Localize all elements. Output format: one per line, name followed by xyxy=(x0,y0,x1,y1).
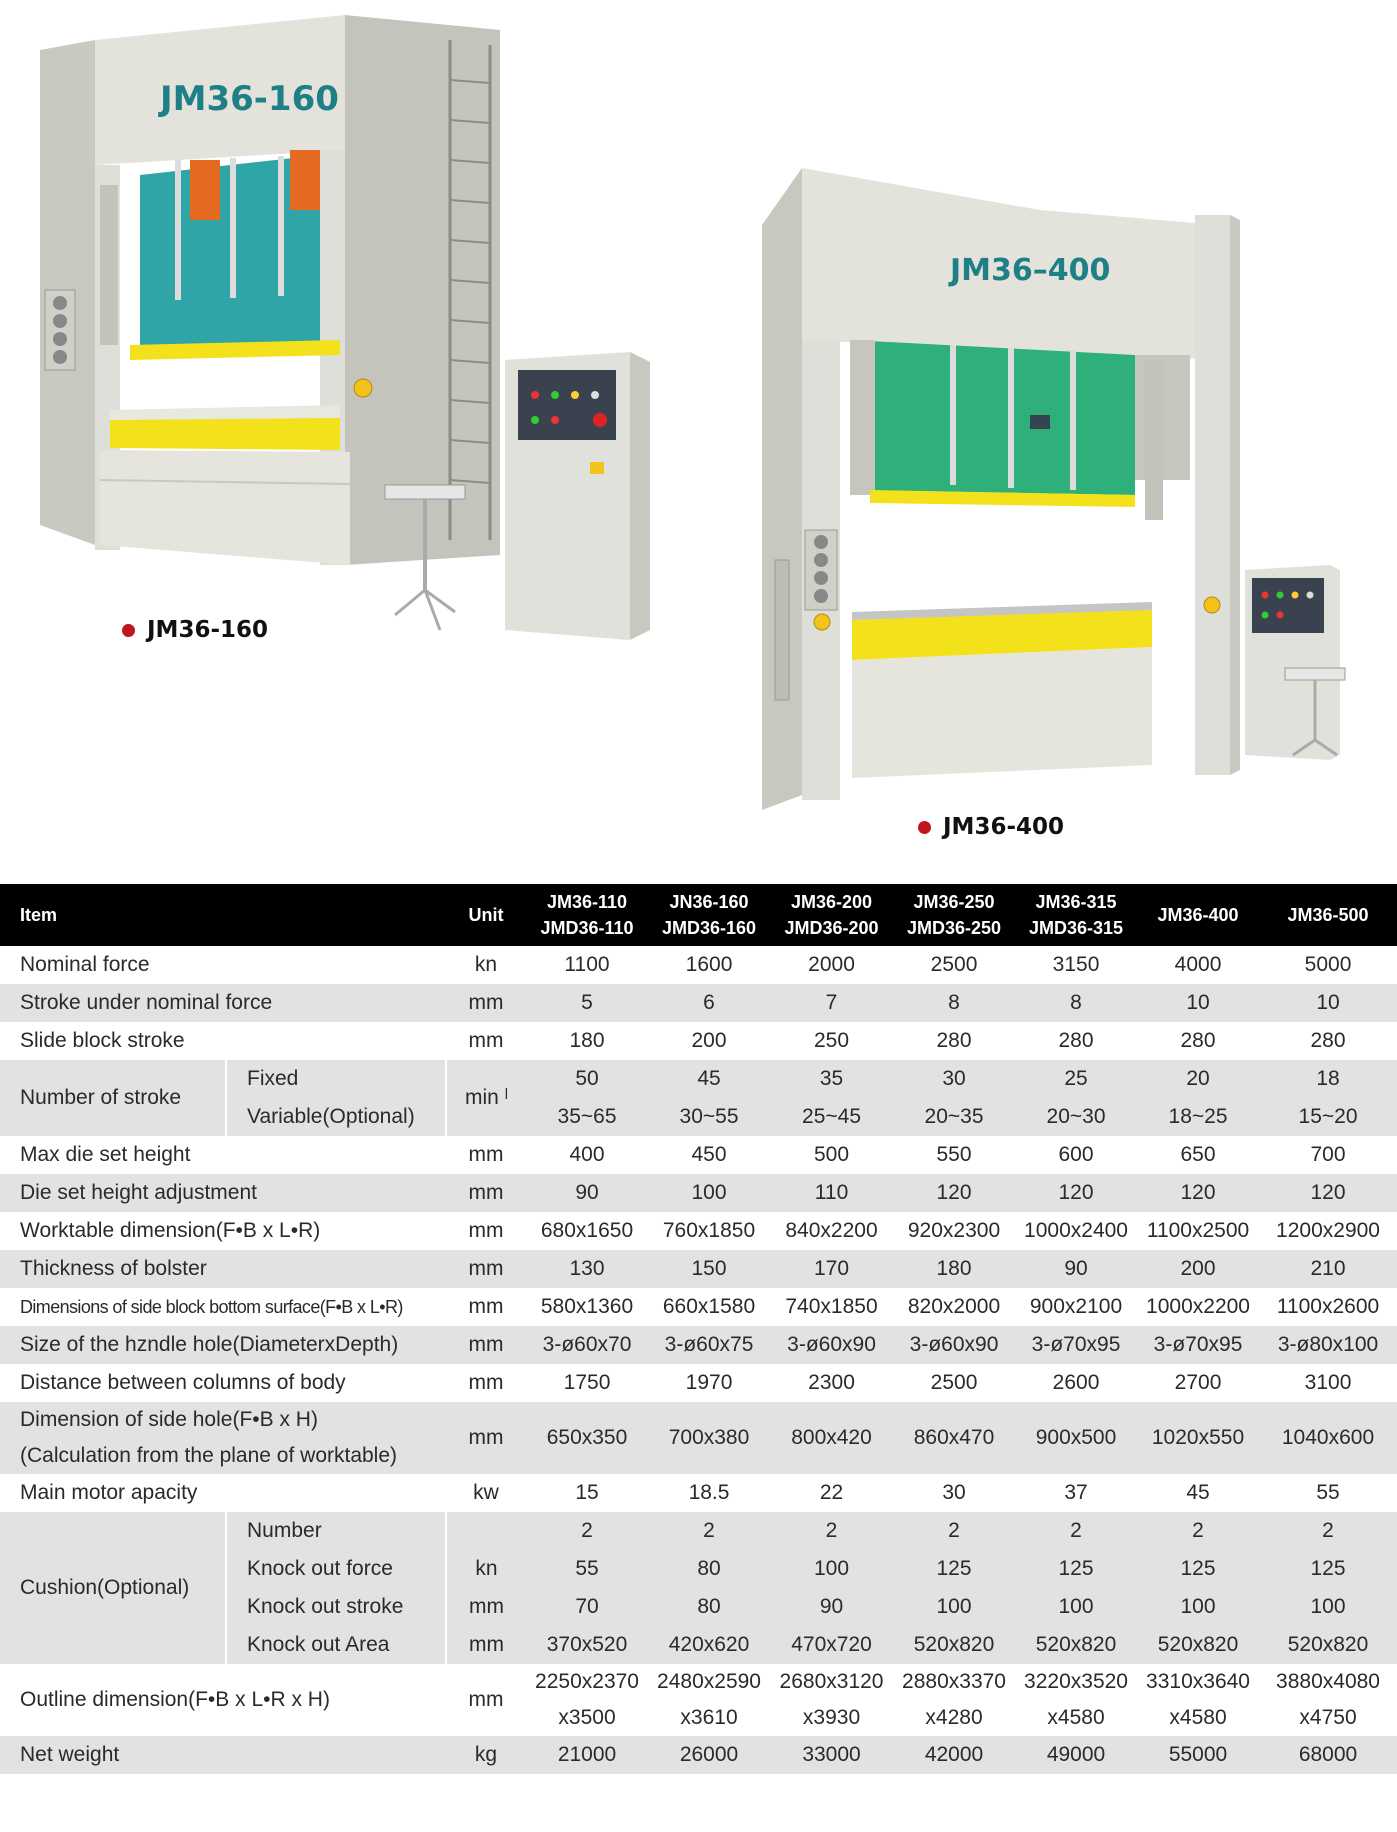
table-cell: 3-ø60x75 xyxy=(648,1326,770,1364)
table-cell: 50 xyxy=(526,1060,648,1098)
table-cell: 3-ø70x95 xyxy=(1137,1326,1259,1364)
row-label: Worktable dimension(F•B x L•R) xyxy=(0,1212,446,1250)
table-row xyxy=(0,1512,1397,1550)
table-cell: 15 xyxy=(526,1474,648,1512)
table-cell: 90 xyxy=(526,1174,648,1212)
press-machine-jm36-160 xyxy=(0,0,700,650)
row-unit: mm xyxy=(446,1174,526,1212)
table-cell: 1100 xyxy=(526,946,648,984)
table-cell: 400 xyxy=(526,1136,648,1174)
table-cell: 35~65 xyxy=(526,1098,648,1136)
table-cell: 860x470 xyxy=(893,1402,1015,1474)
table-cell: 210 xyxy=(1259,1250,1397,1288)
row-label: Number of stroke xyxy=(0,1060,226,1136)
table-cell: 120 xyxy=(1137,1174,1259,1212)
table-cell: 280 xyxy=(1015,1022,1137,1060)
table-cell: 3-ø70x95 xyxy=(1015,1326,1137,1364)
table-row xyxy=(0,1060,1397,1098)
row-sublabel: Variable(Optional) xyxy=(226,1098,446,1136)
table-cell: 2500 xyxy=(893,946,1015,984)
table-cell: 45 xyxy=(648,1060,770,1098)
table-cell: 10 xyxy=(1137,984,1259,1022)
table-cell: 1000x2200 xyxy=(1137,1288,1259,1326)
table-cell: 700 xyxy=(1259,1136,1397,1174)
row-label: Die set height adjustment xyxy=(0,1174,446,1212)
table-cell: 280 xyxy=(1137,1022,1259,1060)
table-cell: 30 xyxy=(893,1060,1015,1098)
table-cell: 2880x3370 x4280 xyxy=(893,1664,1015,1736)
table-cell: 1600 xyxy=(648,946,770,984)
table-header xyxy=(0,884,1397,946)
row-sublabel: Number xyxy=(226,1512,446,1550)
table-cell: 1000x2400 xyxy=(1015,1212,1137,1250)
row-label: Thickness of bolster xyxy=(0,1250,446,1288)
table-cell: 170 xyxy=(770,1250,893,1288)
table-cell: 8 xyxy=(1015,984,1137,1022)
table-cell: 100 xyxy=(648,1174,770,1212)
machine-caption-text: JM36-160 xyxy=(147,617,269,643)
row-label: Stroke under nominal force xyxy=(0,984,446,1022)
table-cell: 30 xyxy=(893,1474,1015,1512)
table-cell: 130 xyxy=(526,1250,648,1288)
table-cell: 55 xyxy=(526,1550,648,1588)
table-cell: 20~35 xyxy=(893,1098,1015,1136)
table-cell: 18 xyxy=(1259,1060,1397,1098)
table-cell: 800x420 xyxy=(770,1402,893,1474)
table-row xyxy=(0,1474,1397,1512)
table-cell: 470x720 xyxy=(770,1626,893,1664)
machine-caption-text: JM36-400 xyxy=(943,814,1065,840)
table-cell: 1100x2500 xyxy=(1137,1212,1259,1250)
table-cell: 1020x550 xyxy=(1137,1402,1259,1474)
table-cell: 900x2100 xyxy=(1015,1288,1137,1326)
header-model: JN36-160 JMD36-160 xyxy=(648,884,770,946)
table-cell: 120 xyxy=(1015,1174,1137,1212)
table-cell: 5 xyxy=(526,984,648,1022)
table-cell: 1200x2900 xyxy=(1259,1212,1397,1250)
table-cell: 110 xyxy=(770,1174,893,1212)
table-cell: 500 xyxy=(770,1136,893,1174)
table-cell: 550 xyxy=(893,1136,1015,1174)
table-cell: 18~25 xyxy=(1137,1098,1259,1136)
table-cell: 120 xyxy=(893,1174,1015,1212)
row-unit: kn xyxy=(446,1550,526,1588)
row-label: Main motor apacity xyxy=(0,1474,446,1512)
row-unit: mm xyxy=(446,1250,526,1288)
table-cell: 4000 xyxy=(1137,946,1259,984)
row-label: Dimension of side hole(F•B x H) (Calculation from the plane of worktable) xyxy=(0,1402,446,1474)
table-cell: 2 xyxy=(526,1512,648,1550)
table-cell: 80 xyxy=(648,1588,770,1626)
table-cell: 520x820 xyxy=(893,1626,1015,1664)
row-unit: mm xyxy=(446,1626,526,1664)
row-unit: mm xyxy=(446,984,526,1022)
row-unit: kw xyxy=(446,1474,526,1512)
specification-table xyxy=(0,884,1397,1774)
table-cell: 125 xyxy=(893,1550,1015,1588)
table-row xyxy=(0,946,1397,984)
table-cell: 120 xyxy=(1259,1174,1397,1212)
press-machine-illustration xyxy=(740,150,1397,850)
row-sublabel: Knock out force xyxy=(226,1550,446,1588)
table-cell: 150 xyxy=(648,1250,770,1288)
table-cell: 2000 xyxy=(770,946,893,984)
row-unit: mm xyxy=(446,1664,526,1736)
table-row xyxy=(0,1212,1397,1250)
table-cell: 42000 xyxy=(893,1736,1015,1774)
table-cell: 100 xyxy=(1015,1588,1137,1626)
table-row xyxy=(0,1136,1397,1174)
table-cell: 660x1580 xyxy=(648,1288,770,1326)
table-cell: 2480x2590 x3610 xyxy=(648,1664,770,1736)
table-cell: 2300 xyxy=(770,1364,893,1402)
table-cell: 6 xyxy=(648,984,770,1022)
table-row xyxy=(0,1664,1397,1736)
row-label: Cushion(Optional) xyxy=(0,1512,226,1664)
table-cell: 2250x2370 x3500 xyxy=(526,1664,648,1736)
table-cell: 580x1360 xyxy=(526,1288,648,1326)
table-row xyxy=(0,1174,1397,1212)
table-row xyxy=(0,1736,1397,1774)
table-cell: 55 xyxy=(1259,1474,1397,1512)
row-label: Distance between columns of body xyxy=(0,1364,446,1402)
table-cell: 8 xyxy=(893,984,1015,1022)
table-cell: 2 xyxy=(1015,1512,1137,1550)
table-cell: 80 xyxy=(648,1550,770,1588)
header-row xyxy=(0,884,1397,946)
table-cell: 125 xyxy=(1015,1550,1137,1588)
table-cell: 90 xyxy=(1015,1250,1137,1288)
table-cell: 200 xyxy=(1137,1250,1259,1288)
table-cell: 900x500 xyxy=(1015,1402,1137,1474)
press-machine-illustration xyxy=(0,0,700,650)
table-row xyxy=(0,1326,1397,1364)
table-cell: 21000 xyxy=(526,1736,648,1774)
table-cell: 30~55 xyxy=(648,1098,770,1136)
table-cell: 450 xyxy=(648,1136,770,1174)
press-machine-jm36-400 xyxy=(740,150,1397,850)
row-unit: min ˡ xyxy=(446,1060,526,1136)
table-cell: 2680x3120 x3930 xyxy=(770,1664,893,1736)
table-cell: 20 xyxy=(1137,1060,1259,1098)
table-cell: 22 xyxy=(770,1474,893,1512)
table-cell: 740x1850 xyxy=(770,1288,893,1326)
row-unit: mm xyxy=(446,1326,526,1364)
table-cell: 920x2300 xyxy=(893,1212,1015,1250)
table-cell: 3-ø60x90 xyxy=(770,1326,893,1364)
table-cell: 2500 xyxy=(893,1364,1015,1402)
table-cell: 2700 xyxy=(1137,1364,1259,1402)
table-cell: 2 xyxy=(893,1512,1015,1550)
row-unit: mm xyxy=(446,1364,526,1402)
table-cell: 520x820 xyxy=(1259,1626,1397,1664)
table-cell: 650 xyxy=(1137,1136,1259,1174)
table-row xyxy=(0,1402,1397,1474)
table-cell: 420x620 xyxy=(648,1626,770,1664)
table-cell: 3-ø80x100 xyxy=(1259,1326,1397,1364)
table-cell: 49000 xyxy=(1015,1736,1137,1774)
table-row xyxy=(0,1022,1397,1060)
table-cell: 55000 xyxy=(1137,1736,1259,1774)
table-cell: 33000 xyxy=(770,1736,893,1774)
row-unit: mm xyxy=(446,1588,526,1626)
table-cell: 370x520 xyxy=(526,1626,648,1664)
table-cell: 1040x600 xyxy=(1259,1402,1397,1474)
table-cell: 650x350 xyxy=(526,1402,648,1474)
table-cell: 35 xyxy=(770,1060,893,1098)
table-cell: 3-ø60x90 xyxy=(893,1326,1015,1364)
table-cell: 125 xyxy=(1259,1550,1397,1588)
table-cell: 600 xyxy=(1015,1136,1137,1174)
row-sublabel: Fixed xyxy=(226,1060,446,1098)
table-cell: 3310x3640 x4580 xyxy=(1137,1664,1259,1736)
table-cell: 280 xyxy=(1259,1022,1397,1060)
row-unit: mm xyxy=(446,1402,526,1474)
row-unit: kn xyxy=(446,946,526,984)
table-cell: 180 xyxy=(893,1250,1015,1288)
row-unit: mm xyxy=(446,1212,526,1250)
row-label: Nominal force xyxy=(0,946,446,984)
table-cell: 200 xyxy=(648,1022,770,1060)
machine-plate-text: JM36–400 xyxy=(950,253,1111,288)
bullet-dot-icon xyxy=(122,624,135,637)
row-unit: mm xyxy=(446,1288,526,1326)
machine-caption xyxy=(122,617,268,643)
table-row xyxy=(0,1364,1397,1402)
table-cell: 20~30 xyxy=(1015,1098,1137,1136)
row-unit: mm xyxy=(446,1136,526,1174)
table-cell: 2 xyxy=(1259,1512,1397,1550)
header-model: JM36-500 xyxy=(1259,884,1397,946)
row-unit xyxy=(446,1512,526,1550)
table-body xyxy=(0,946,1397,1774)
table-cell: 37 xyxy=(1015,1474,1137,1512)
row-unit: mm xyxy=(446,1022,526,1060)
row-label: Max die set height xyxy=(0,1136,446,1174)
table-cell: 280 xyxy=(893,1022,1015,1060)
table-cell: 45 xyxy=(1137,1474,1259,1512)
table-cell: 520x820 xyxy=(1015,1626,1137,1664)
row-unit: kg xyxy=(446,1736,526,1774)
header-model: JM36-200 JMD36-200 xyxy=(770,884,893,946)
row-label: Dimensions of side block bottom surface(F•B x L•R) xyxy=(0,1288,446,1326)
table-cell: 125 xyxy=(1137,1550,1259,1588)
table-cell: 2600 xyxy=(1015,1364,1137,1402)
row-label: Slide block stroke xyxy=(0,1022,446,1060)
row-label: Net weight xyxy=(0,1736,446,1774)
table-cell: 840x2200 xyxy=(770,1212,893,1250)
table-row xyxy=(0,984,1397,1022)
row-sublabel: Knock out Area xyxy=(226,1626,446,1664)
table-cell: 700x380 xyxy=(648,1402,770,1474)
header-model: JM36-315 JMD36-315 xyxy=(1015,884,1137,946)
machine-caption xyxy=(918,814,1064,840)
table-cell: 15~20 xyxy=(1259,1098,1397,1136)
table-cell: 3880x4080 x4750 xyxy=(1259,1664,1397,1736)
table-cell: 2 xyxy=(770,1512,893,1550)
table-cell: 760x1850 xyxy=(648,1212,770,1250)
header-item: Item xyxy=(0,884,446,946)
table-cell: 2 xyxy=(1137,1512,1259,1550)
table-cell: 7 xyxy=(770,984,893,1022)
table-cell: 1100x2600 xyxy=(1259,1288,1397,1326)
table-cell: 2 xyxy=(648,1512,770,1550)
table-cell: 180 xyxy=(526,1022,648,1060)
table-row xyxy=(0,1288,1397,1326)
table-cell: 10 xyxy=(1259,984,1397,1022)
table-cell: 90 xyxy=(770,1588,893,1626)
bullet-dot-icon xyxy=(918,821,931,834)
machine-plate-text: JM36-160 xyxy=(160,79,339,119)
table-cell: 68000 xyxy=(1259,1736,1397,1774)
table-cell: 1750 xyxy=(526,1364,648,1402)
table-cell: 18.5 xyxy=(648,1474,770,1512)
table-cell: 3220x3520 x4580 xyxy=(1015,1664,1137,1736)
row-label: Outline dimension(F•B x L•R x H) xyxy=(0,1664,446,1736)
header-model: JM36-400 xyxy=(1137,884,1259,946)
row-label: Size of the hzndle hole(DiameterxDepth) xyxy=(0,1326,446,1364)
table-cell: 5000 xyxy=(1259,946,1397,984)
table-cell: 3100 xyxy=(1259,1364,1397,1402)
table-cell: 70 xyxy=(526,1588,648,1626)
table-row xyxy=(0,1250,1397,1288)
table-cell: 1970 xyxy=(648,1364,770,1402)
table-cell: 25 xyxy=(1015,1060,1137,1098)
table-cell: 25~45 xyxy=(770,1098,893,1136)
header-model: JM36-110 JMD36-110 xyxy=(526,884,648,946)
table-cell: 100 xyxy=(770,1550,893,1588)
table-cell: 250 xyxy=(770,1022,893,1060)
table-cell: 100 xyxy=(1259,1588,1397,1626)
table-cell: 3150 xyxy=(1015,946,1137,984)
table-cell: 520x820 xyxy=(1137,1626,1259,1664)
table-cell: 820x2000 xyxy=(893,1288,1015,1326)
table-cell: 26000 xyxy=(648,1736,770,1774)
header-model: JM36-250 JMD36-250 xyxy=(893,884,1015,946)
table-cell: 680x1650 xyxy=(526,1212,648,1250)
table-cell: 100 xyxy=(1137,1588,1259,1626)
header-unit: Unit xyxy=(446,884,526,946)
table-cell: 3-ø60x70 xyxy=(526,1326,648,1364)
row-sublabel: Knock out stroke xyxy=(226,1588,446,1626)
table-cell: 100 xyxy=(893,1588,1015,1626)
